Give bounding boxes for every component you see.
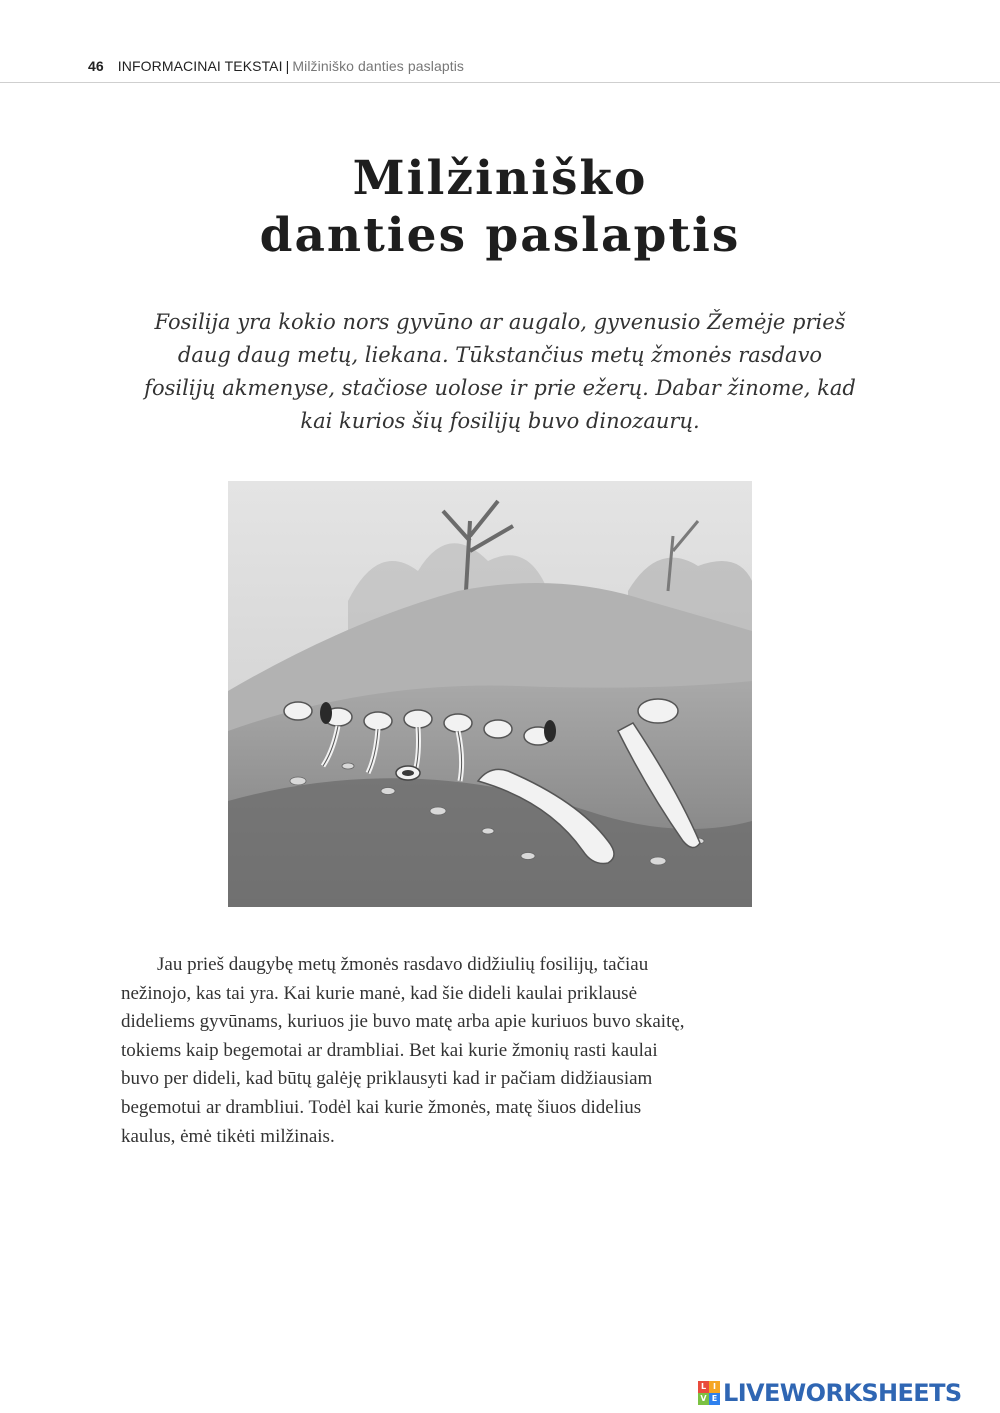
body-line: nežinojo, kas tai yra. Kai kurie manė, kad šie dideli kaulai priklausė [121, 982, 637, 1004]
liveworksheets-logo [698, 1378, 962, 1408]
lead-line: Fosilija yra kokio nors gyvūno ar augalo, gyvenusio Žemėje prieš [154, 310, 846, 334]
body-line: Jau prieš daugybę metų žmonės rasdavo didžiulių fosilijų, tačiau [157, 954, 649, 975]
title-line: Milžiniško [352, 151, 648, 206]
body-line: kaulus, ėmė tikėti milžinais. [121, 1125, 335, 1147]
brand-wordmark: LIVEWORKSHEETS [723, 1379, 962, 1407]
skeleton-drawing [228, 481, 752, 907]
logo-mark-icon [698, 1381, 720, 1405]
section-name: INFORMACINAI TEKSTAI [117, 58, 283, 74]
logo-letter: L [698, 1381, 709, 1393]
body-paragraph [121, 951, 881, 1151]
header-separator: | [285, 58, 290, 74]
fossil-illustration [228, 481, 752, 907]
body-line: buvo per dideli, kad būtų galėję priklausyti kad ir pačiam didžiausiam [121, 1068, 653, 1090]
lead-paragraph [100, 306, 900, 438]
logo-letter: I [709, 1381, 720, 1393]
running-header [88, 58, 464, 74]
logo-letter: E [709, 1393, 720, 1405]
body-line: begemotui ar drambliui. Todėl kai kurie žmonės, matę šiuos didelius [121, 1096, 642, 1118]
page-title [0, 150, 1000, 264]
page-number: 46 [88, 58, 104, 74]
lead-line: daug daug metų, liekana. Tūkstančius metų žmonės rasdavo [177, 343, 823, 367]
lead-line: fosilijų akmenyse, stačiose uolose ir prie ežerų. Dabar žinome, kad [144, 376, 856, 400]
lead-line: kai kurios šių fosilijų buvo dinozaurų. [300, 409, 700, 433]
body-line: dideliems gyvūnams, kuriuos jie buvo matę arba apie kuriuos buvo skaitę, [121, 1011, 685, 1033]
logo-letter: V [698, 1393, 709, 1405]
body-line: tokiems kaip begemotai ar drambliai. Bet kai kurie žmonių rasti kaulai [121, 1039, 658, 1061]
header-rule [0, 82, 1000, 83]
title-line: danties paslaptis [259, 208, 741, 263]
chapter-name: Milžiniško danties paslaptis [292, 58, 465, 74]
